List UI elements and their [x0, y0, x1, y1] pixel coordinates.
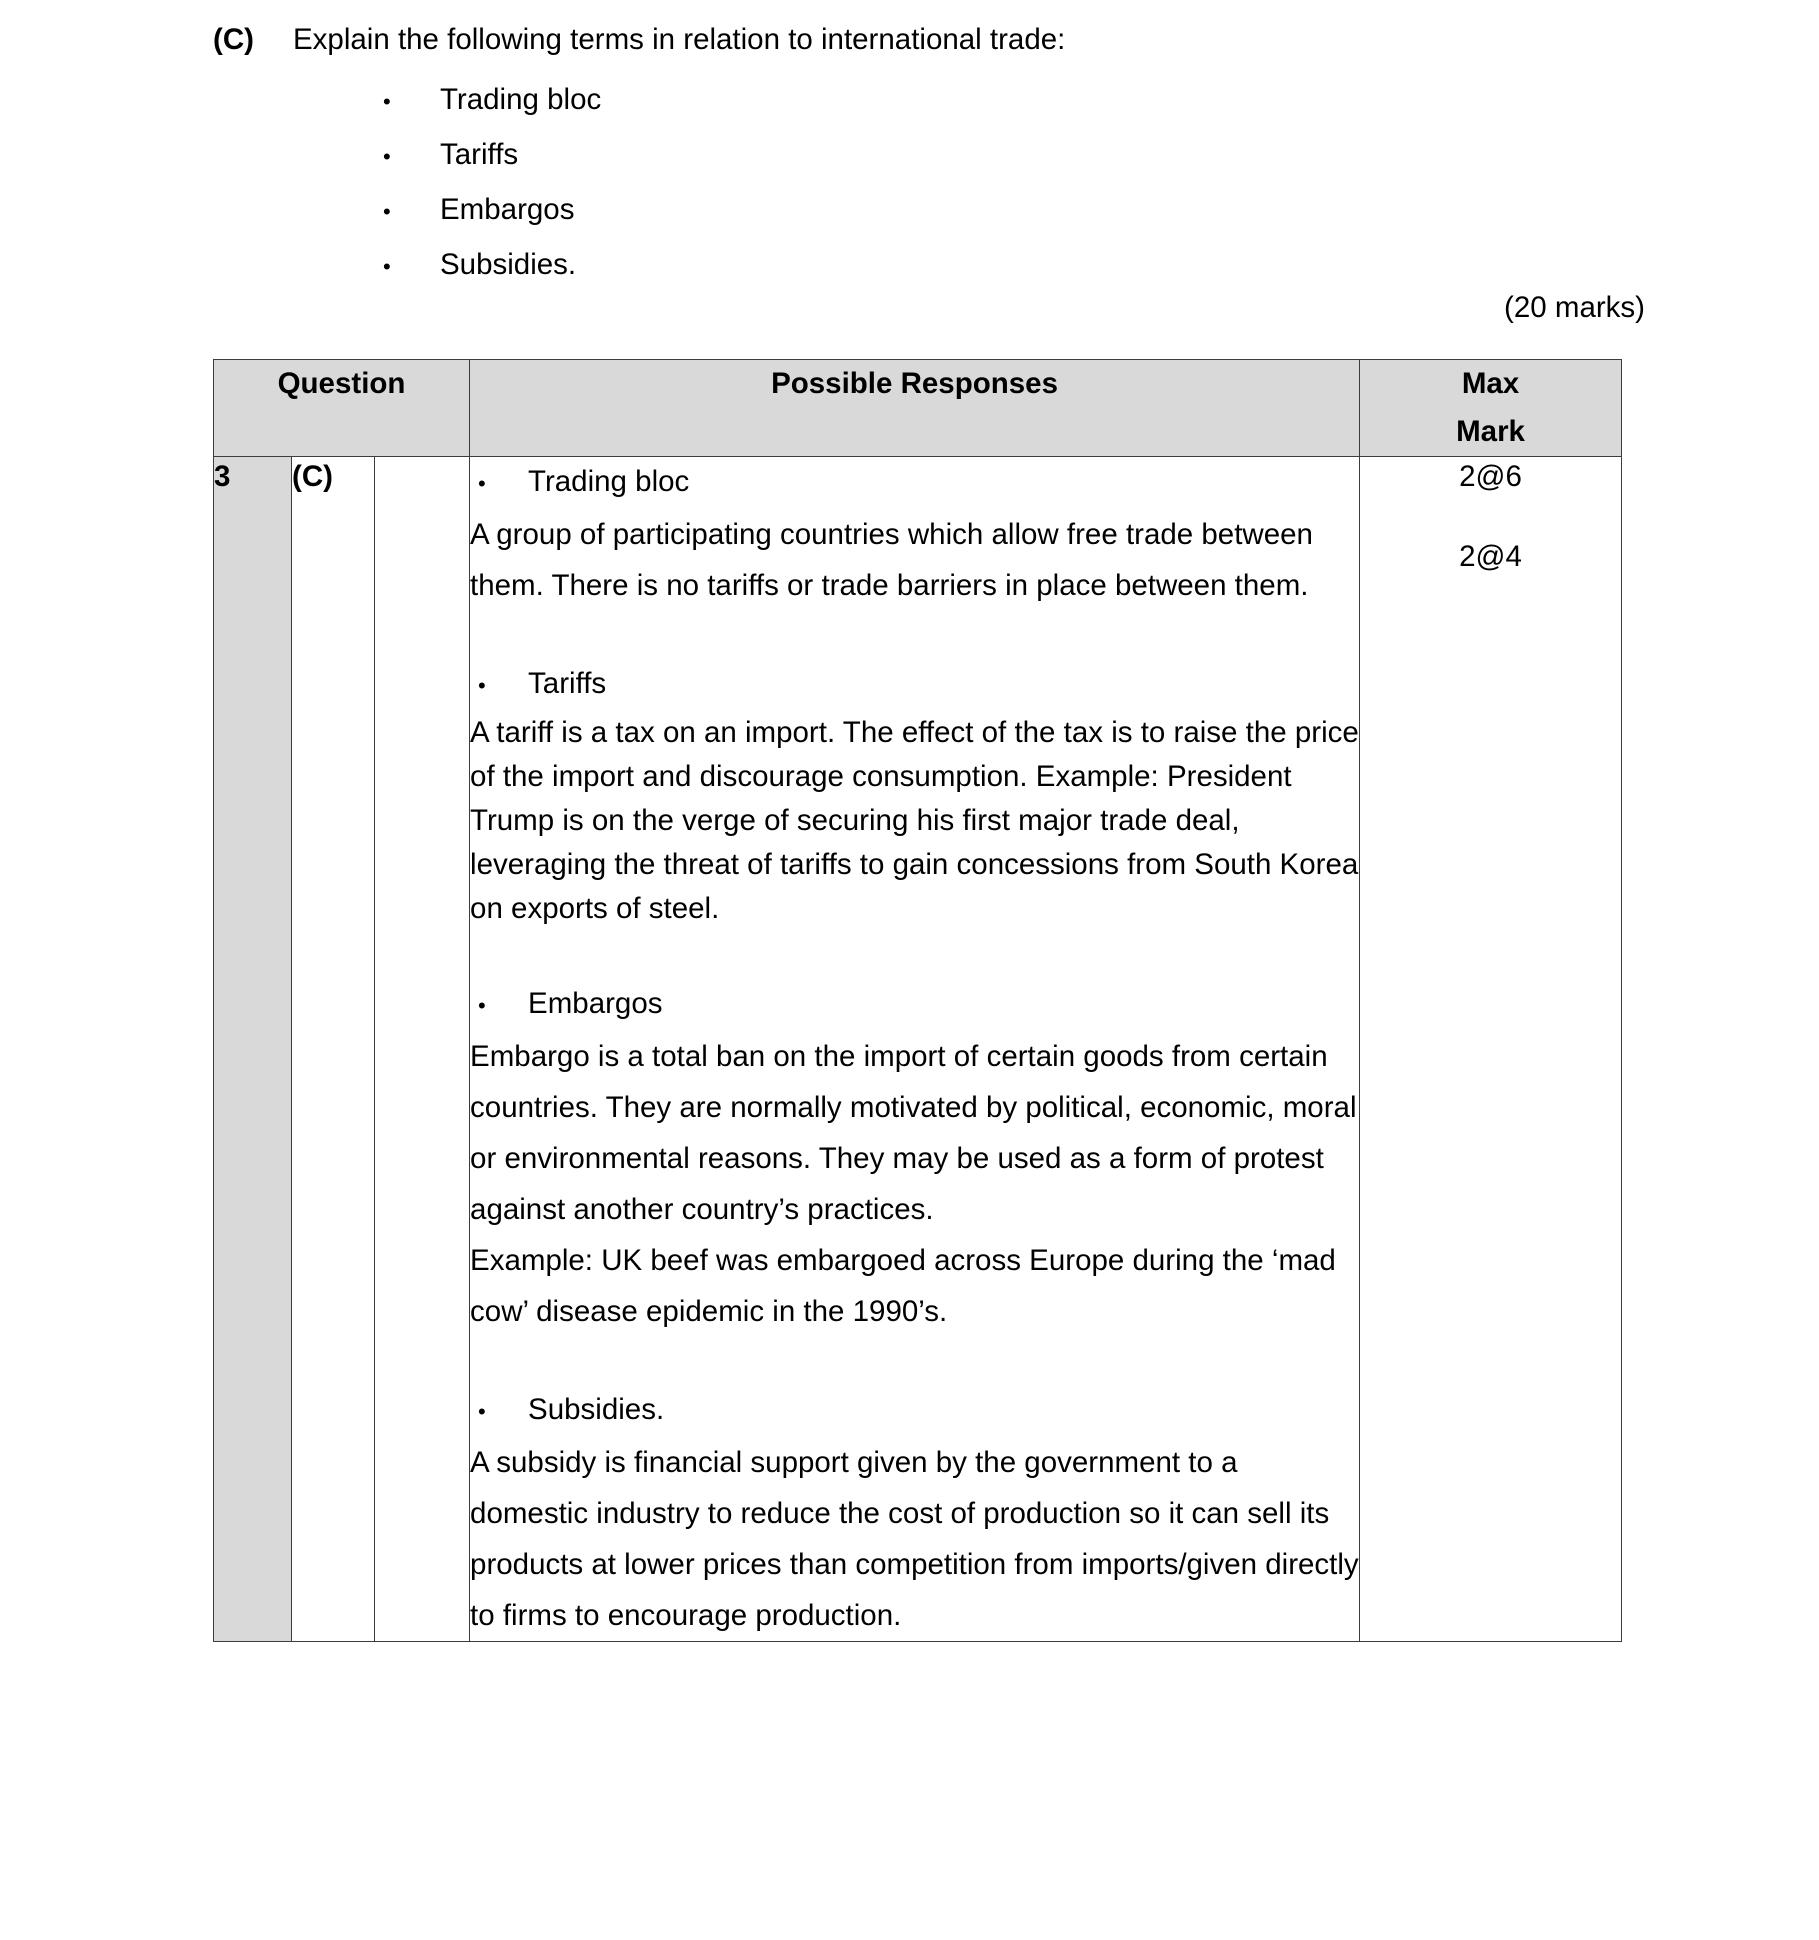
column-header-max-mark-line1: Max [1461, 367, 1520, 400]
list-item [383, 183, 1633, 238]
bullet-icon: • [478, 1399, 486, 1424]
table-header-row [214, 360, 1622, 457]
cell-possible-responses [470, 457, 1360, 1642]
cell-max-mark [1360, 457, 1622, 1642]
response-section-tariffs [470, 659, 1359, 931]
table-row [214, 457, 1622, 1642]
question-stem [213, 20, 1633, 293]
list-item-label: Embargos [440, 193, 575, 226]
response-section-embargos [470, 979, 1359, 1337]
list-item [383, 128, 1633, 183]
response-bullet-label: Trading bloc [528, 465, 690, 498]
spacer [470, 1337, 1359, 1385]
response-bullet-heading [470, 659, 1359, 711]
bullet-icon: • [383, 89, 391, 114]
bullet-icon: • [478, 993, 486, 1018]
cell-question-number: 3 [214, 457, 292, 1642]
question-part-label: (C) [213, 23, 254, 56]
bullet-icon: • [383, 144, 391, 169]
bullet-icon: • [383, 199, 391, 224]
question-stem-text: Explain the following terms in relation to international trade: [293, 23, 1066, 56]
response-section-trading-bloc [470, 457, 1359, 611]
total-marks-note: (20 marks) [1504, 291, 1645, 324]
response-bullet-heading [470, 457, 1359, 509]
response-section-subsidies [470, 1385, 1359, 1641]
spacer [470, 611, 1359, 659]
column-header-max-mark-line2: Mark [1456, 415, 1525, 448]
bullet-icon: • [478, 471, 486, 496]
response-body-text: A tariff is a tax on an import. The effect of the tax is to raise the price of the import and discourage consumption. Example: President Trump is on the verge of securing his first major trade deal, leveraging the threat of tariffs to gain concessions from South Korea on exports of steel. [470, 716, 1359, 925]
list-item-label: Trading bloc [440, 83, 602, 116]
response-body-text: A subsidy is financial support given by the government to a domestic industry to reduce the cost of production so it can sell its products at lower prices than competition from imports/given directly to firms to encourage production. [470, 1446, 1359, 1632]
cell-question-part: (C) [292, 457, 375, 1642]
response-body-text: Embargo is a total ban on the import of certain goods from certain countries. They are normally motivated by political, economic, moral or environmental reasons. They may be used as a form of protest against another country’s practices. [470, 1040, 1357, 1226]
response-bullet-label: Embargos [528, 987, 663, 1020]
response-body-example: Example: UK beef was embargoed across Europe during the ‘mad cow’ disease epidemic in the 1990’s. [470, 1244, 1336, 1328]
list-item-label: Subsidies. [440, 248, 577, 281]
bullet-icon: • [383, 254, 391, 279]
response-bullet-heading [470, 1385, 1359, 1437]
cell-question-sub [375, 457, 470, 1642]
response-bullet-label: Tariffs [528, 667, 607, 700]
mark-scheme-table [213, 359, 1622, 1642]
list-item [383, 73, 1633, 128]
column-header-question: Question [214, 360, 470, 457]
max-mark-value-2: 2@4 [1459, 540, 1522, 573]
response-body-text: A group of participating countries which allow free trade between them. There is no tariffs or trade barriers in place between them. [470, 518, 1313, 602]
bullet-icon: • [478, 673, 486, 698]
list-item-label: Tariffs [440, 138, 519, 171]
response-bullet-label: Subsidies. [528, 1393, 665, 1426]
question-stem-bullet-list [213, 73, 1633, 293]
question-stem-line [213, 20, 1633, 60]
column-header-max-mark [1360, 360, 1622, 457]
max-mark-value-1: 2@6 [1459, 460, 1522, 493]
response-bullet-heading [470, 979, 1359, 1031]
spacer [470, 931, 1359, 979]
list-item [383, 238, 1633, 293]
column-header-possible-responses: Possible Responses [470, 360, 1360, 457]
